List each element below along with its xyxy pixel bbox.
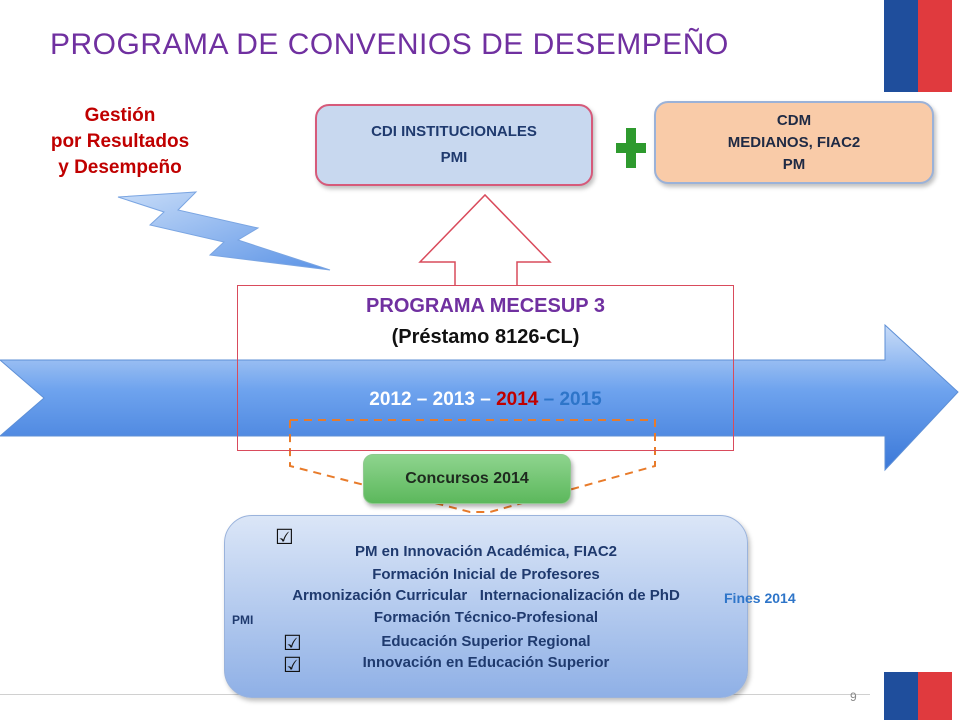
gestion-line-3: y Desempeño [58,157,182,178]
cdm-box [654,101,934,184]
program-line-6: Innovación en Educación Superior [362,654,610,671]
checkbox-icon-1: ☑ [275,526,294,549]
plus-icon [616,128,646,168]
fines-label: Fines 2014 [724,590,796,606]
program-line-1: PM en Innovación Académica, FIAC2 [354,543,617,560]
year-2013: 2013 [432,389,475,410]
slide-title: PROGRAMA DE CONVENIOS DE DESEMPEÑO [50,28,729,61]
lightning-bolt-icon [118,192,330,270]
up-arrow-outline [420,195,550,285]
year-sep-2: – [474,389,497,410]
year-2014: 2014 [496,389,539,410]
checkbox-icon-2: ☑ [283,632,302,655]
program-line-4: Formación Técnico-Profesional [373,609,599,626]
cdi-line-1: CDI INSTITUCIONALES [371,123,537,140]
concursos-box: Concursos 2014 [363,454,571,504]
pmi-label: PMI [232,613,254,627]
page-number: 9 [850,690,857,704]
program-line-2: Formación Inicial de Profesores [372,566,600,583]
mecesup-title: PROGRAMA MECESUP 3 [366,295,605,317]
gestion-line-2: por Resultados [50,131,190,152]
cdi-line-2: PMI [440,149,468,166]
gestion-label [20,103,220,181]
cdm-line-1: CDM [776,111,812,129]
checkbox-icon-3: ☑ [283,654,302,677]
year-2015: 2015 [559,389,602,410]
cdm-line-2: MEDIANOS, FIAC2 [727,133,861,151]
year-2012: 2012 [369,389,412,410]
program-line-5: Educación Superior Regional [381,633,591,650]
cdm-line-3: PM [782,155,806,173]
program-line-3: Armonización Curricular Internacionalización de PhD [292,587,680,604]
cdi-box [315,104,593,186]
years-timeline [237,389,734,411]
mecesup-subtitle: (Préstamo 8126-CL) [391,326,580,348]
gestion-line-1: Gestión [84,105,156,126]
year-sep-1: – [411,389,433,410]
year-sep-3: – [538,389,560,410]
